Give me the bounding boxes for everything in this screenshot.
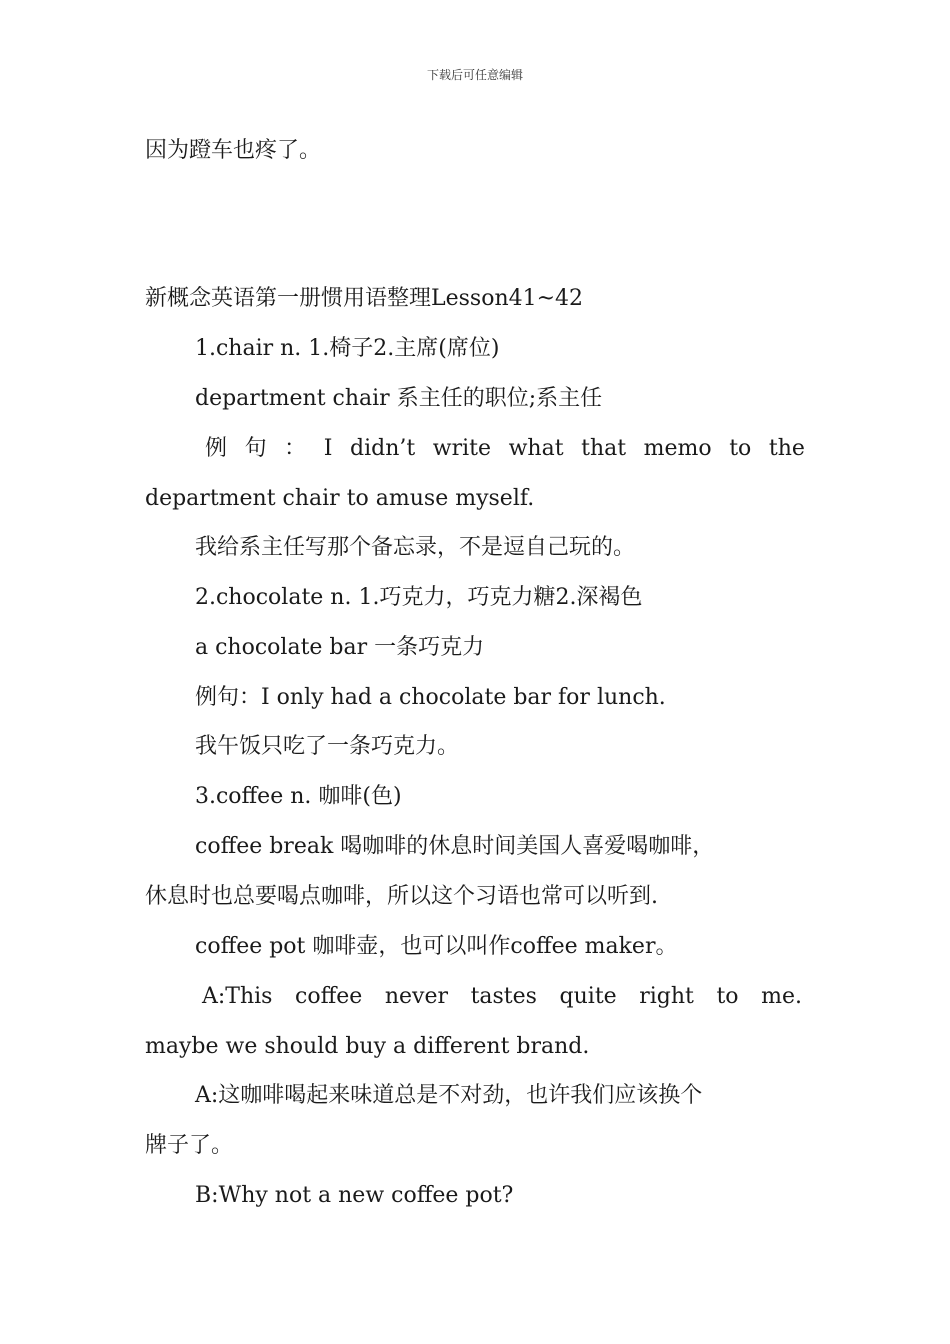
phrase-coffee-break-cont: 休息时也总要喝点咖啡，所以这个习语也常可以听到. bbox=[145, 884, 658, 909]
word: memo bbox=[643, 436, 712, 461]
page-header-note: 下载后可任意编辑 bbox=[426, 68, 523, 82]
phrase-coffee-break: coffee break 喝咖啡的休息时间美国人喜爱喝咖啡， bbox=[195, 834, 715, 859]
translation-chocolate: 我午饭只吃了一条巧克力。 bbox=[195, 734, 460, 759]
dialog-a-chinese: A:这咖啡喝起来味道总是不对劲，也许我们应该换个 bbox=[195, 1083, 703, 1108]
word: tastes bbox=[470, 984, 537, 1009]
word: coffee bbox=[295, 984, 363, 1009]
word: the bbox=[768, 436, 805, 461]
word: me. bbox=[761, 984, 802, 1009]
word: right bbox=[639, 984, 694, 1009]
word: didn’t bbox=[350, 436, 416, 461]
word: 例 bbox=[205, 436, 228, 461]
word: that bbox=[581, 436, 627, 461]
vocab-item-chocolate: 2.chocolate n. 1.巧克力，巧克力糖2.深褐色 bbox=[195, 585, 643, 610]
word: to bbox=[729, 436, 752, 461]
word: what bbox=[508, 436, 564, 461]
section-title: 新概念英语第一册惯用语整理Lesson41~42 bbox=[145, 286, 584, 311]
phrase-department-chair: department chair 系主任的职位;系主任 bbox=[195, 386, 603, 411]
word: to bbox=[716, 984, 739, 1009]
translation-chair: 我给系主任写那个备忘录，不是逗自己玩的。 bbox=[195, 535, 636, 560]
phrase-coffee-pot: coffee pot 咖啡壶，也可以叫作coffee maker。 bbox=[195, 934, 678, 959]
vocab-item-chair: 1.chair n. 1.椅子2.主席(席位) bbox=[195, 336, 500, 361]
word: ： bbox=[284, 436, 307, 461]
example-sentence-chocolate: 例句：I only had a chocolate bar for lunch. bbox=[195, 685, 666, 710]
word: quite bbox=[559, 984, 617, 1009]
dialog-b-english: B:Why not a new coffee pot? bbox=[195, 1183, 514, 1208]
word: I bbox=[323, 436, 333, 461]
text-line: 因为蹬车也疼了。 bbox=[145, 138, 322, 163]
word: A:This bbox=[202, 984, 273, 1009]
vocab-item-coffee: 3.coffee n. 咖啡(色) bbox=[195, 784, 402, 809]
example-sentence-chair bbox=[205, 434, 805, 464]
word: write bbox=[432, 436, 492, 461]
dialog-a-english bbox=[202, 982, 802, 1012]
dialog-a-english-cont: maybe we should buy a different brand. bbox=[145, 1034, 590, 1059]
word: 句 bbox=[244, 436, 267, 461]
example-sentence-chair-cont: department chair to amuse myself. bbox=[145, 486, 535, 511]
word: never bbox=[384, 984, 448, 1009]
phrase-chocolate-bar: a chocolate bar 一条巧克力 bbox=[195, 635, 485, 660]
dialog-a-chinese-cont: 牌子了。 bbox=[145, 1133, 234, 1158]
